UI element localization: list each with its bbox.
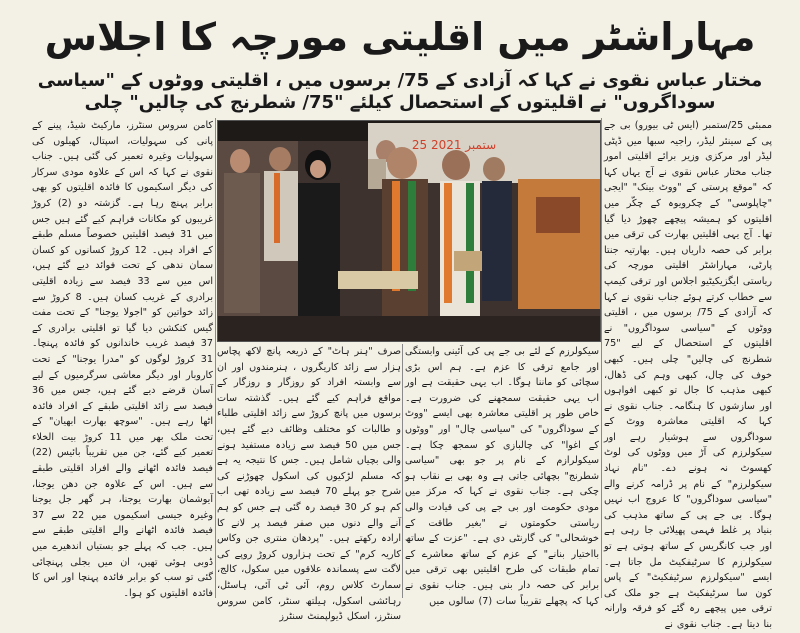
column-rule-mid — [402, 344, 403, 598]
column-rule-left — [215, 118, 216, 598]
column-rule-right — [601, 118, 602, 598]
article-column-2-text: سیکولرزم کے لئے بی جے پی کی آئینی وابستگی اور جامع ترقی کا عزم ہے۔ ہم اس بڑی سچائی کو ماننا ہوگا۔ اب یہی حقیقت ہے اور اب یہی حقیقت سمجھنے کی ضرورت ہے۔ خاص طور پر اقلیتی معاشرہ بھی ایسے "ووٹ کے سوداگروں" کی "سیاسی چال" اور "ووٹوں کے اغوا" کی چالبازی کو سمجھ چکا ہے۔ سیکولرازم کے نام پر جو بھی "سیاسی شطرنج" بچھائی جاتی ہے وہ بھی بے نقاب ہو چکی ہے۔ جناب نقوی نے کہا کہ مرکز میں مودی حکومت اور بی جے پی کی قیادت والی ریاستی حکومتوں نے "بغیر طاقت کے خوشحالی" کی گارنٹی دی ہے۔ "عزت کے ساتھ بااختیار بنانے" کے عزم کے ساتھ معاشرے کے تمام طبقات کی طرح اقلیتیں بھی ترقی میں برابر کی حصہ دار بنی ہیں۔ جناب نقوی نے کہا کہ پچھلے تقریباً سات (7) سالوں میں — [405, 346, 599, 607]
article-column-3 — [217, 344, 401, 623]
article-column-4 — [32, 118, 213, 598]
article-column-3-text: صرف "ہنر ہاٹ" کے ذریعہ پانچ لاکھ پچاس ہزار سے زائد کاریگروں ، ہنرمندوں اور ان سے وابستہ افراد کو روزگار و روزگار کے مواقع فراہم کیے گئے ہیں۔ گذشتہ سات برسوں میں پانچ کروڑ سے زائد اقلیتی طلباء و طالبات کو مختلف وظائف دیے گئے ہیں، جس میں 50 فیصد سے زیادہ مستفید ہونے والی بچیاں شامل ہیں۔ جس کا نتیجہ یہ ہے کہ مسلم لڑکیوں کی اسکول چھوڑنے کی شرح جو پہلے 70 فیصد سے زیادہ تھی اب کم ہو کر 30 فیصد رہ گئی ہے جس کو ہم آنے والے دنوں میں صفر فیصد پر لانے کا ارادہ رکھتے ہیں۔ "پردھان منتری جن وکاس کاریہ کرم" کے تحت ہزاروں کروڑ روپے کی لاگت سے پسماندہ علاقوں میں سکول، کالج، سمارٹ کلاس روم، آئی ٹی آئی، ہاسٹل، رہائشی اسکول، ہیلتھ سنٹر، کامن سروس سنٹرز، اسکل ڈیولپمنٹ سنٹرز — [217, 346, 401, 623]
article-column-2 — [405, 344, 599, 607]
photo-illustration — [218, 121, 600, 341]
article-column-1 — [604, 118, 773, 630]
subheadline — [30, 70, 770, 114]
news-photo — [217, 120, 601, 342]
subheadline-line-1: مختار عباس نقوی نے کہا کہ آزادی کے 75/ برسوں میں ، اقلیتی ووٹوں کے "سیاسی — [37, 70, 763, 91]
article-column-1-text: ممبئی 25/ستمبر (ایس ٹی بیورو) بی جے پی کے سینئر لیڈر، راجیہ سبھا میں ڈپٹی لیڈر اور مرکزی وزیر برائے اقلیتی امور جناب مختار عباس نقوی نے آج یہاں کہا کہ "موقع پرستی کے "ووٹ بینک" "ایجی "چاپلوسی" کے چکرویوہ کے چکّر میں اقلیتوں کو ہمیشہ پیچھے چھوڑ دیا گیا تھا۔ آج یہی اقلیتیں بھارت کی ترقی میں برابر کی حصہ داریاں ہیں۔ بھارتیہ جنتا پارٹی، مہاراشٹر اقلیتی مورچہ کی ریاستی ایگزیکیٹیو اجلاس اور ترقی کیمپ سے خطاب کرتے ہوئے جناب نقوی نے کہا کہ آزادی کے 75/ برسوں میں ، اقلیتی ووٹوں کے "سیاسی سوداگروں" نے اقلیتوں کے استحصال کے لیے "75 شطرنج کی چالیں" چلی ہیں۔ کبھی خوف کی چال، کبھی وہم کی ڈھال، کبھی مذہب کا جال تو کبھی افواہوں اور سازشوں کا ہنگامہ۔ جناب نقوی نے کہا کہ اقلیتی معاشرہ ووٹ کے سوداگروں سے ہوشیار رہے اور سیکولرزم کی آڑ میں ووٹوں کی لوٹ کھسوٹ نہ ہونے دے۔ "نام نہاد سیکولرزم" کے نام پر ڈرامہ کرنے والے "سیاسی سوداگروں" کا عروج اب نہیں ہوگا۔ بی جے پی کے ساتھ مذہب کی بنیاد پر غلط فہمی پھیلائی جا رہی ہے اور جب کانگریس کے ساتھ ہوتی ہے تو سیکولرزم کا سرٹیفکیٹ مل جاتا ہے۔ ایسے "سیکولرزم سرٹیفکیٹ" کے پاس کون سا سرٹیفکیٹ ہے جو ملک کی ترقی میں پیچھے رہ گئے کو فرقہ وارانہ بنا دیتا ہے۔ جناب نقوی نے — [604, 120, 773, 630]
photo-banner-date: 25 ستمبر 2021 — [411, 138, 497, 152]
article-column-4-text: کامن سروس سنٹرز، مارکیٹ شیڈ، پینے کے پانی کی سہولیات، اسپتال، کھیلوں کی سہولیات وغیرہ تعمیر کی گئی ہیں۔ جناب نقوی نے کہا کہ اس کے علاوہ مودی سرکار کی دیگر اسکیموں کا فائدہ اقلیتوں کو بھی برابر پہنچ رہا ہے۔ گزشتہ دو (2) کروڑ غریبوں کو مکانات فراہم کیے گئے ہیں جس میں 31 فیصد اقلیتیں خصوصاً مسلم طبقے کے افراد ہیں۔ 12 کروڑ کسانوں کو کسان سمان ندھی کے تحت فوائد دیے گئے ہیں، اس میں سے 33 فیصد سے زیادہ اقلیتی برادری کے غریب کسان ہیں۔ 8 کروڑ سے زائد خواتین کو "اجولا یوجنا" کے تحت مفت گیس کنکشن دیا گیا تو اقلیتی برادری کے 37 فیصد غریب خاندانوں کو فائدہ پہنچا۔ 31 کروڑ لوگوں کو "مدرا یوجنا" کے تحت کاروبار اور دیگر معاشی سرگرمیوں کے لیے آسان قرضے دیے گئے ہیں، جس میں 36 فیصد سے زائد اقلیتی طبقے کے افراد فائدہ اٹھا رہے ہیں۔ "سوچھ بھارت ابھیان" کے تحت ملک بھر میں 11 کروڑ بیت الخلاء تعمیر کیے گئے، جن میں تقریباً بائیس (22) فیصد فائدہ اٹھانے والے افراد اقلیتی طبقے سے ہیں۔ اس کے علاوہ جن دھن یوجنا، آیوشمان بھارت یوجنا، ہر گھر جل یوجنا وغیرہ جیسی اسکیموں میں 22 سے 37 فیصد فائدہ اٹھانے والے اقلیتی طبقے سے ہیں۔ جب کہ پہلے جو بستیاں اندھیرے میں ڈوبی ہوئی تھیں، ان میں بجلی پہنچائی گئی تو سب کو برابر فائدہ پہنچا اور اس کا فائدہ اقلیتوں کو ہوا۔ — [32, 120, 214, 599]
subheadline-line-2: سوداگروں" نے اقلیتوں کے استحصال کیلئے "75/ شطرنج کی چالیں" چلی — [84, 92, 716, 113]
headline: مہاراشٹر میں اقلیتی مورچہ کا اجلاس — [44, 15, 756, 59]
